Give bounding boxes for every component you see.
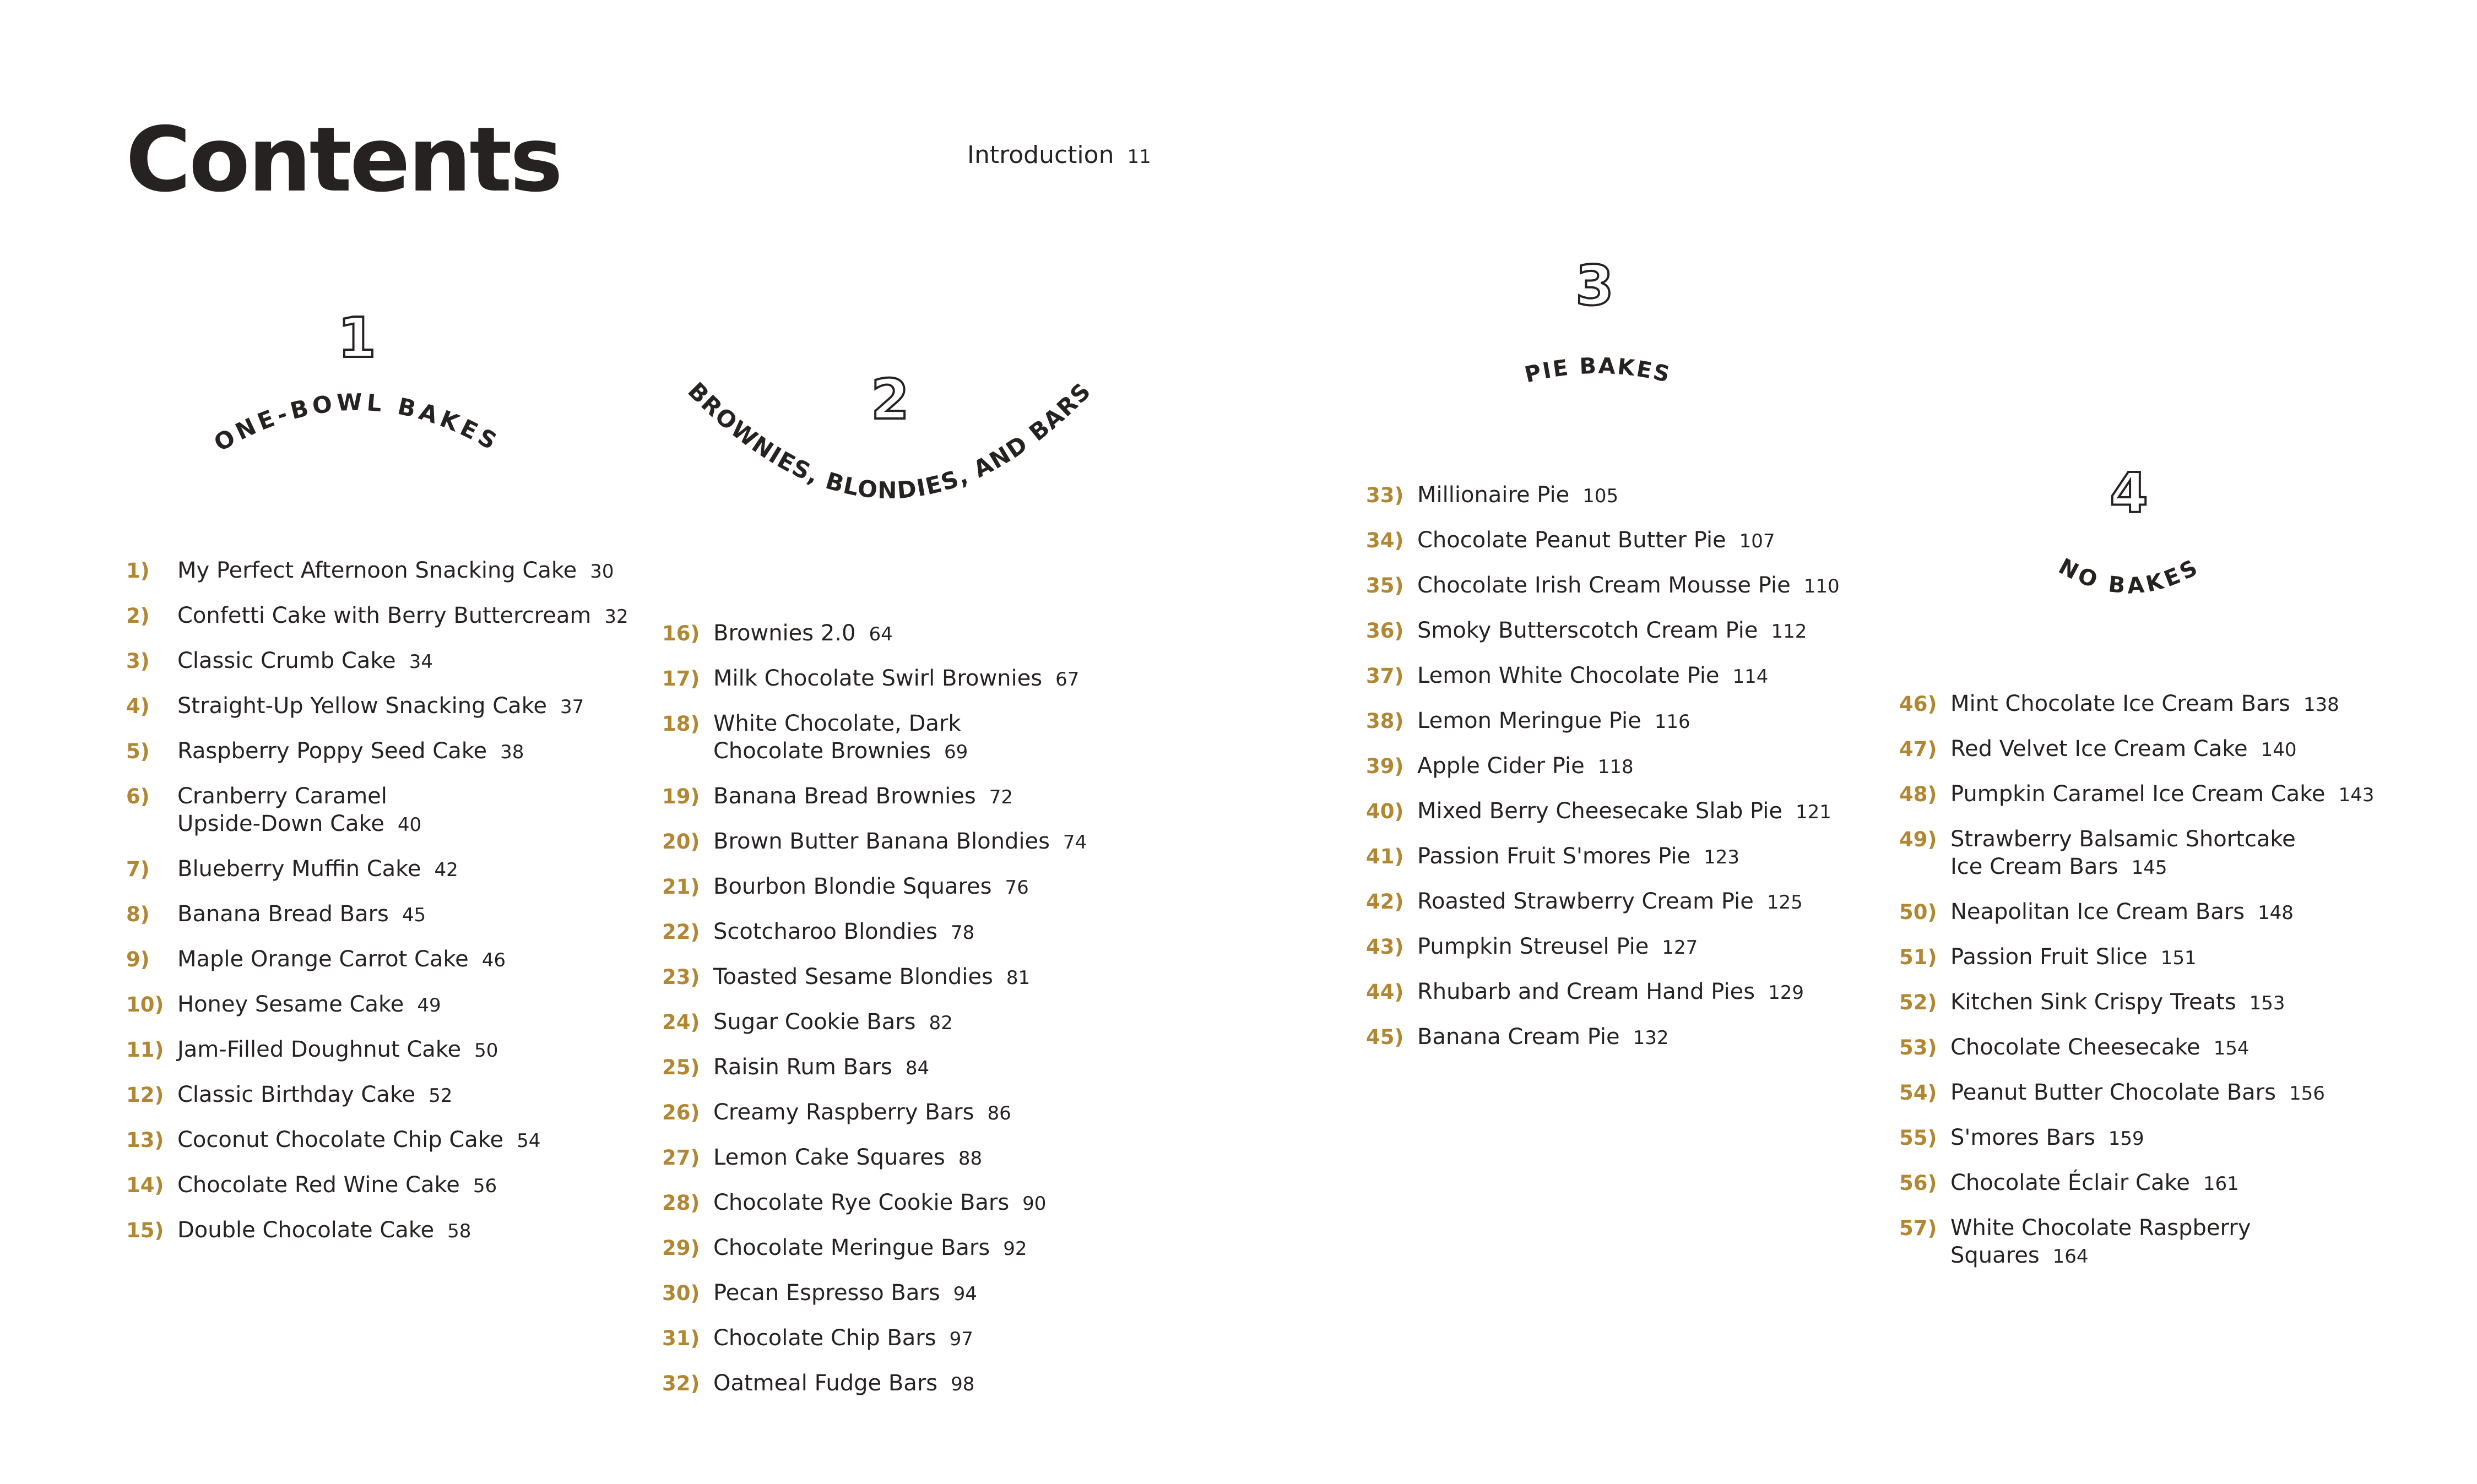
item-title: Strawberry Balsamic Shortcake Ice Cream Bars 145 [1950,827,2296,879]
item-page-number: 74 [1063,831,1087,854]
section-3-title: PIE BAKES [1522,353,1674,388]
item-title: Chocolate Rye Cookie Bars 90 [713,1190,1047,1215]
item-page-number: 92 [1003,1238,1027,1260]
section-2-header [661,336,1129,644]
section-3-number: 3 [1575,253,1614,318]
item-page-number: 116 [1654,711,1690,733]
item-number: 9) [126,948,150,971]
toc-item [1899,1079,2374,1107]
item-number: 25) [662,1056,700,1079]
toc-item [1366,888,1840,916]
item-title: Peanut Butter Chocolate Bars 156 [1950,1080,2325,1105]
item-page-number: 76 [1005,877,1029,899]
item-page-number: 118 [1597,756,1634,778]
item-page-number: 64 [869,623,893,645]
item-title: Raisin Rum Bars 84 [713,1054,930,1080]
section-4-header [1977,441,2286,628]
section-2-number: 2 [871,367,909,432]
item-number: 37) [1366,664,1404,688]
item-title: Pumpkin Caramel Ice Cream Cake 143 [1950,781,2375,807]
item-page-number: 34 [409,651,433,673]
item-number: 33) [1366,483,1404,507]
item-number: 11) [126,1038,164,1062]
item-page-number: 82 [929,1012,953,1034]
toc-item [126,1126,628,1155]
toc-item [662,1234,1087,1263]
section-3-header [1443,231,1752,413]
toc-item [1899,690,2374,719]
item-title: Chocolate Irish Cream Mousse Pie 110 [1417,573,1840,598]
item-number: 47) [1899,737,1937,761]
item-title: Mint Chocolate Ice Cream Bars 138 [1950,691,2339,716]
item-number: 48) [1899,782,1937,806]
item-title: Passion Fruit S'mores Pie 123 [1417,844,1739,869]
item-title: Blueberry Muffin Cake 42 [177,856,458,882]
toc-item [126,557,628,585]
item-page-number: 154 [2213,1037,2250,1059]
item-title: Lemon White Chocolate Pie 114 [1417,663,1769,688]
item-title: Classic Crumb Cake 34 [177,648,433,673]
item-number: 12) [126,1083,164,1107]
toc-item [126,1216,628,1245]
item-number: 56) [1899,1171,1937,1195]
item-page-number: 107 [1739,530,1775,552]
item-number: 18) [662,712,700,736]
item-page-number: 138 [2303,694,2339,716]
item-page-number: 56 [473,1175,497,1197]
item-title: Banana Cream Pie 132 [1417,1024,1669,1050]
item-page-number: 54 [517,1130,541,1152]
item-number: 28) [662,1191,700,1215]
item-title: Cranberry Caramel Upside-Down Cake 40 [177,784,422,836]
toc-item [126,991,628,1019]
item-title: Chocolate Éclair Cake 161 [1950,1170,2239,1195]
item-page-number: 164 [2052,1246,2089,1268]
item-page-number: 153 [2249,992,2285,1014]
toc-item [662,828,1087,856]
toc-item [1366,662,1840,691]
item-title: Rhubarb and Cream Hand Pies 129 [1417,979,1804,1004]
item-title: Straight-Up Yellow Snacking Cake 37 [177,693,584,719]
item-number: 35) [1366,574,1404,597]
item-page-number: 67 [1055,668,1080,691]
item-page-number: 52 [429,1085,453,1107]
toc-item [662,619,1087,648]
item-number: 50) [1899,900,1937,924]
toc-item [1366,572,1840,600]
toc-item [662,1008,1087,1037]
toc-item [662,1324,1087,1353]
toc-item [1366,797,1840,826]
item-title: Scotcharoo Blondies 78 [713,919,975,944]
toc-item [662,963,1087,992]
item-number: 53) [1899,1036,1937,1059]
item-page-number: 45 [402,904,426,926]
item-title: Roasted Strawberry Cream Pie 125 [1417,889,1803,914]
item-page-number: 81 [1006,967,1031,989]
toc-item [1899,825,2374,882]
item-title: White Chocolate Raspberry Squares 164 [1950,1215,2251,1268]
item-title: Double Chocolate Cake 58 [177,1217,471,1243]
item-number: 14) [126,1173,164,1197]
item-number: 22) [662,920,700,944]
item-title: Chocolate Peanut Butter Pie 107 [1417,528,1775,553]
item-title: Banana Bread Brownies 72 [713,784,1013,809]
item-title: Millionaire Pie 105 [1417,482,1619,508]
item-page-number: 72 [989,786,1013,808]
item-page-number: 143 [2338,784,2375,806]
svg-text:NO BAKES [2055,554,2204,599]
section-2-title: BROWNIES, BLONDIES, AND BARS [682,377,1097,504]
item-page-number: 88 [958,1148,983,1170]
item-number: 32) [662,1372,700,1395]
toc-item [1899,1034,2374,1062]
item-number: 26) [662,1101,700,1124]
item-title: Mixed Berry Cheesecake Slab Pie 121 [1417,798,1831,824]
item-number: 39) [1366,754,1404,778]
item-title: White Chocolate, Dark Chocolate Brownies 69 [713,711,968,764]
toc-item [1366,1023,1840,1052]
toc-item [1899,1214,2374,1270]
item-number: 41) [1366,845,1404,868]
item-page-number: 127 [1662,937,1698,959]
item-page-number: 148 [2258,902,2294,924]
item-number: 55) [1899,1126,1937,1150]
item-page-number: 105 [1582,485,1619,507]
item-number: 44) [1366,980,1404,1004]
item-page-number: 38 [500,741,524,763]
introduction-label: Introduction [967,141,1114,169]
item-title: Jam-Filled Doughnut Cake 50 [177,1037,498,1062]
item-page-number: 145 [2131,857,2167,879]
item-number: 30) [662,1281,700,1305]
item-title: Lemon Meringue Pie 116 [1417,708,1690,733]
item-title: Chocolate Red Wine Cake 56 [177,1172,497,1198]
item-title: Lemon Cake Squares 88 [713,1145,983,1170]
item-title: Kitchen Sink Crispy Treats 153 [1950,990,2285,1015]
item-page-number: 114 [1732,666,1769,688]
item-title: Neapolitan Ice Cream Bars 148 [1950,899,2294,925]
toc-item [662,1144,1087,1172]
item-title: Chocolate Meringue Bars 92 [713,1235,1027,1260]
toc-item [126,855,628,884]
item-number: 54) [1899,1081,1937,1105]
toc-item [662,1369,1087,1398]
toc-item [1366,707,1840,736]
item-page-number: 69 [944,741,968,763]
item-page-number: 112 [1771,621,1807,643]
toc-item [1366,481,1840,510]
item-number: 13) [126,1128,164,1152]
item-page-number: 42 [434,859,458,881]
item-number: 31) [662,1327,700,1350]
toc-item [1366,752,1840,781]
item-number: 5) [126,740,150,763]
item-page-number: 90 [1022,1193,1047,1215]
toc-item [662,1279,1087,1308]
toc-item [662,665,1087,693]
toc-item [126,692,628,721]
item-page-number: 125 [1766,892,1803,914]
item-page-number: 78 [950,922,975,944]
section-4-title: NO BAKES [2054,553,2205,599]
toc-item [1899,735,2374,764]
item-number: 2) [126,604,150,628]
section-1-header [187,295,529,498]
item-title: Coconut Chocolate Chip Cake 54 [177,1127,541,1153]
item-title: Creamy Raspberry Bars 86 [713,1100,1011,1125]
toc-item [1899,988,2374,1017]
toc-item [1899,943,2374,972]
toc-item [126,647,628,676]
item-page-number: 156 [2289,1083,2325,1105]
item-number: 1) [126,559,150,583]
toc-list-3 [1366,481,1840,1068]
item-page-number: 98 [951,1373,975,1395]
item-page-number: 123 [1704,846,1739,868]
item-number: 29) [662,1236,700,1260]
item-title: Raspberry Poppy Seed Cake 38 [177,738,524,764]
item-number: 38) [1366,709,1404,733]
item-number: 6) [126,785,150,808]
item-number: 19) [662,785,700,808]
item-title: Red Velvet Ice Cream Cake 140 [1950,736,2297,762]
item-number: 40) [1366,800,1404,823]
item-page-number: 58 [447,1220,471,1242]
toc-item [662,710,1087,766]
toc-item [1366,526,1840,555]
item-number: 17) [662,667,700,691]
toc-item [662,1053,1087,1082]
toc-item [126,945,628,974]
item-title: Classic Birthday Cake 52 [177,1082,453,1107]
item-title: S'mores Bars 159 [1950,1125,2144,1150]
item-page-number: 94 [953,1283,977,1305]
item-number: 4) [126,694,150,718]
item-number: 27) [662,1146,700,1170]
item-number: 51) [1899,945,1937,969]
toc-item [1366,842,1840,871]
item-title: Sugar Cookie Bars 82 [713,1009,953,1035]
item-page-number: 84 [905,1057,930,1079]
item-page-number: 161 [2203,1173,2239,1195]
toc-item [662,1189,1087,1217]
item-page-number: 30 [590,561,614,583]
item-number: 20) [662,830,700,854]
item-title: Toasted Sesame Blondies 81 [713,964,1031,990]
toc-item [662,1099,1087,1127]
section-1-title: ONE-BOWL BAKES [209,388,505,457]
item-page-number: 159 [2108,1128,2144,1150]
item-page-number: 129 [1768,982,1804,1004]
item-number: 49) [1899,828,1937,851]
item-title: Pumpkin Streusel Pie 127 [1417,934,1698,959]
item-page-number: 32 [604,606,628,628]
toc-item [126,1081,628,1110]
item-page-number: 46 [481,949,506,971]
toc-item [126,900,628,929]
item-title: Chocolate Cheesecake 154 [1950,1035,2250,1060]
svg-text:ONE-BOWL BAKES [209,388,505,456]
item-number: 46) [1899,692,1937,716]
item-title: Pecan Espresso Bars 94 [713,1280,977,1306]
item-title: Maple Orange Carrot Cake 46 [177,947,506,972]
toc-item [126,1171,628,1200]
toc-list-4 [1899,690,2374,1287]
item-number: 34) [1366,529,1404,552]
item-number: 8) [126,903,150,926]
item-number: 36) [1366,619,1404,643]
item-number: 21) [662,875,700,899]
section-1-number: 1 [338,306,376,370]
item-title: Brown Butter Banana Blondies 74 [713,829,1087,854]
item-page-number: 132 [1633,1027,1669,1049]
toc-item [1366,978,1840,1007]
item-number: 45) [1366,1025,1404,1049]
item-title: Confetti Cake with Berry Buttercream 32 [177,603,628,628]
toc-list-2 [662,619,1087,1415]
toc-item [1366,933,1840,961]
toc-item [1366,617,1840,645]
item-number: 52) [1899,991,1937,1014]
section-4-number: 4 [2110,461,2148,525]
introduction-page-number: 11 [1127,146,1151,168]
toc-item [126,602,628,630]
item-number: 24) [662,1010,700,1034]
toc-item [662,873,1087,901]
item-page-number: 40 [397,814,422,836]
introduction-entry [967,142,1151,174]
item-title: Smoky Butterscotch Cream Pie 112 [1417,618,1807,643]
item-title: Apple Cider Pie 118 [1417,753,1634,779]
item-title: Banana Bread Bars 45 [177,901,426,927]
toc-item [1899,1124,2374,1153]
toc-item [662,782,1087,811]
svg-text:PIE BAKES [1522,354,1673,388]
item-number: 23) [662,965,700,989]
item-page-number: 97 [949,1328,973,1350]
item-page-number: 110 [1803,575,1840,597]
toc-item [1899,898,2374,927]
item-page-number: 49 [417,994,441,1016]
item-number: 43) [1366,935,1404,959]
page-title: Contents [126,108,561,212]
item-number: 10) [126,993,164,1016]
item-number: 42) [1366,890,1404,914]
item-page-number: 140 [2261,739,2297,761]
item-page-number: 121 [1796,801,1831,823]
item-title: Oatmeal Fudge Bars 98 [713,1371,975,1396]
item-number: 3) [126,649,150,673]
item-page-number: 37 [560,696,584,718]
item-title: Milk Chocolate Swirl Brownies 67 [713,666,1080,691]
item-title: Brownies 2.0 64 [713,621,893,646]
item-title: Honey Sesame Cake 49 [177,992,441,1017]
item-number: 15) [126,1219,164,1242]
toc-item [126,1036,628,1064]
item-page-number: 50 [474,1040,498,1062]
item-number: 57) [1899,1216,1937,1240]
item-title: Chocolate Chip Bars 97 [713,1325,973,1351]
item-title: My Perfect Afternoon Snacking Cake 30 [177,558,614,583]
item-number: 16) [662,622,700,645]
item-number: 7) [126,857,150,881]
toc-item [126,737,628,766]
item-title: Bourbon Blondie Squares 76 [713,874,1029,899]
toc-item [126,782,628,839]
toc-item [662,918,1087,947]
toc-item [1899,1169,2374,1198]
item-title: Passion Fruit Slice 151 [1950,944,2197,970]
toc-list-1 [126,557,628,1262]
toc-item [1899,780,2374,809]
item-page-number: 151 [2160,947,2197,969]
item-page-number: 86 [987,1102,1011,1124]
